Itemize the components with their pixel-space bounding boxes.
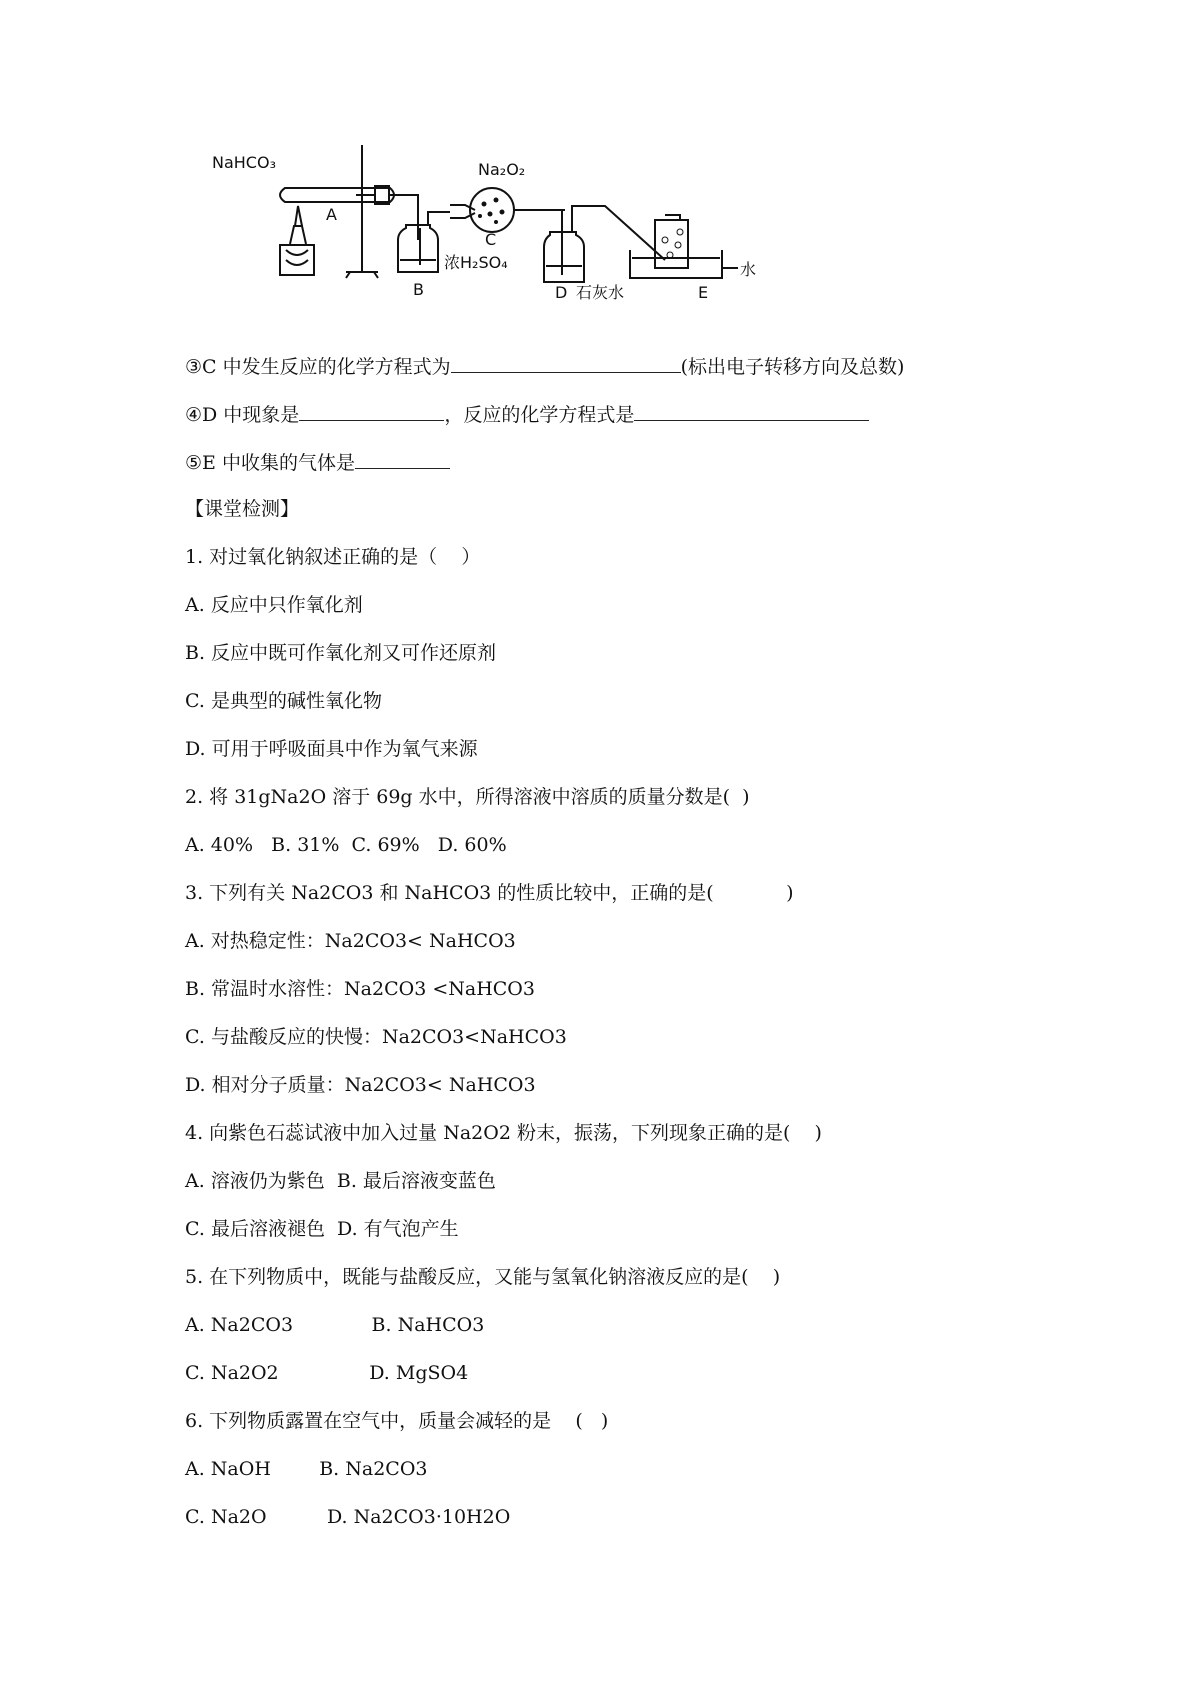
question-4-options: A. 溶液仍为紫色 B. 最后溶液变蓝色 — [185, 1170, 496, 1192]
question-3-option: C. 与盐酸反应的快慢：Na2CO3<NaHCO3 — [185, 1026, 567, 1048]
question-6-options: C. Na2O D. Na2CO3·10H2O — [185, 1506, 511, 1528]
label-d: D — [555, 283, 568, 302]
question-2-options: A. 40% B. 31% C. 69% D. 60% — [185, 834, 507, 856]
section-title: 【课堂检测】 — [185, 498, 300, 520]
label-c: C — [485, 230, 497, 249]
question-5-options: A. Na2CO3 B. NaHCO3 — [185, 1314, 485, 1336]
question-e-line: ⑤E 中收集的气体是 — [185, 448, 450, 476]
question-1-option: C. 是典型的碱性氧化物 — [185, 690, 382, 712]
question-5-stem: 5. 在下列物质中，既能与盐酸反应，又能与氢氧化钠溶液反应的是( ) — [185, 1266, 781, 1288]
question-1-option: D. 可用于呼吸面具中作为氧气来源 — [185, 738, 478, 760]
question-4-stem: 4. 向紫色石蕊试液中加入过量 Na2O2 粉末，振荡，下列现象正确的是( ) — [185, 1122, 822, 1144]
label-a: A — [326, 205, 337, 224]
question-3-stem: 3. 下列有关 Na2CO3 和 NaHCO3 的性质比较中，正确的是( ) — [185, 882, 794, 904]
label-h2so4: 浓H₂SO₄ — [444, 253, 508, 272]
question-3-option: B. 常温时水溶性：Na2CO3 <NaHCO3 — [185, 978, 535, 1000]
question-c-line: ③C 中发生反应的化学方程式为 (标出电子转移方向及总数) — [185, 352, 904, 380]
answer-blank-c[interactable] — [451, 352, 681, 373]
label-e: E — [698, 283, 709, 302]
question-d-line: ④D 中现象是 ，反应的化学方程式是 — [185, 400, 869, 428]
question-1-option: A. 反应中只作氧化剂 — [185, 594, 363, 616]
question-6-stem: 6. 下列物质露置在空气中，质量会减轻的是 ( ) — [185, 1410, 609, 1432]
question-5-options: C. Na2O2 D. MgSO4 — [185, 1362, 469, 1384]
label-nahco3: NaHCO₃ — [212, 153, 276, 172]
apparatus-diagram — [210, 140, 850, 330]
question-4-options: C. 最后溶液褪色 D. 有气泡产生 — [185, 1218, 459, 1240]
question-2-stem: 2. 将 31gNa2O 溶于 69g 水中，所得溶液中溶质的质量分数是( ) — [185, 786, 750, 808]
label-water: 水 — [740, 260, 757, 279]
question-6-options: A. NaOH B. Na2CO3 — [185, 1458, 428, 1480]
label-b: B — [413, 280, 424, 299]
question-1-stem: 1. 对过氧化钠叙述正确的是（ ） — [185, 546, 481, 568]
answer-blank-d-phenomenon[interactable] — [299, 400, 444, 421]
answer-blank-e[interactable] — [355, 448, 450, 469]
question-3-option: D. 相对分子质量：Na2CO3< NaHCO3 — [185, 1074, 536, 1096]
question-1-option: B. 反应中既可作氧化剂又可作还原剂 — [185, 642, 497, 664]
label-limewater: 石灰水 — [576, 283, 625, 302]
answer-blank-d-equation[interactable] — [634, 400, 869, 421]
question-3-option: A. 对热稳定性：Na2CO3< NaHCO3 — [185, 930, 516, 952]
label-na2o2: Na₂O₂ — [478, 160, 526, 179]
